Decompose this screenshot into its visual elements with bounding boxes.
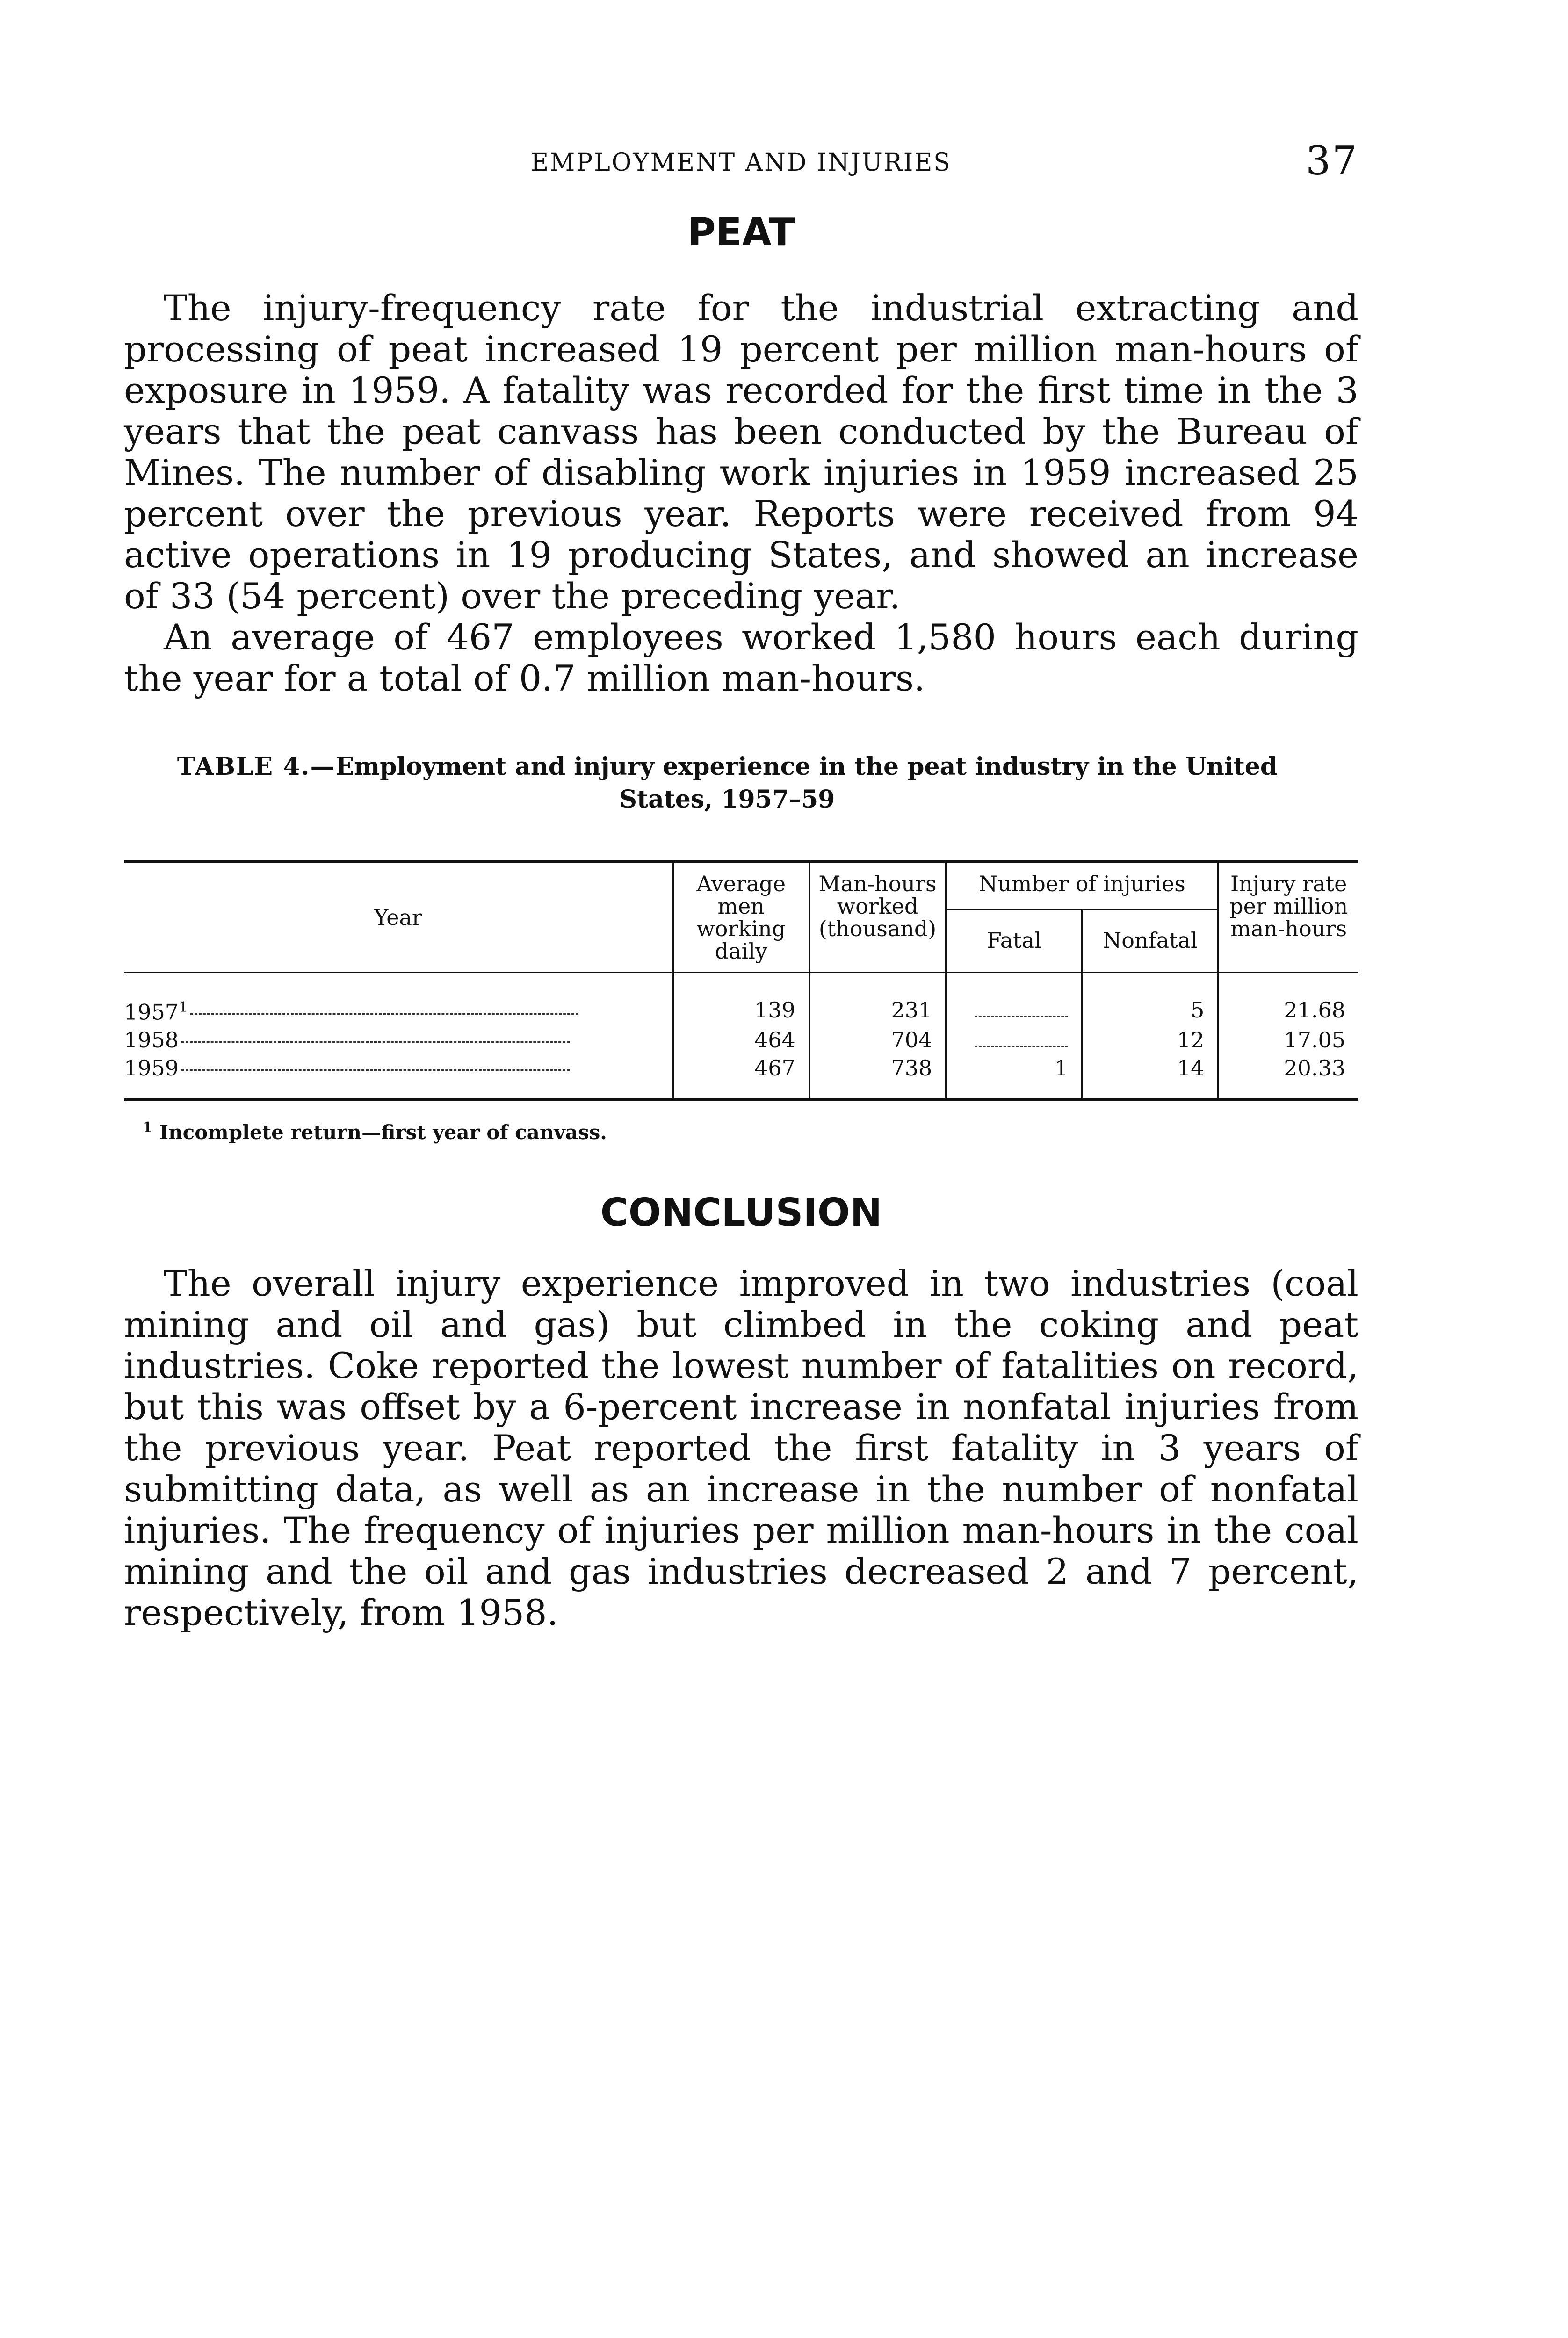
peat-paragraph-1: The injury-frequency rate for the industrial extracting and processing of peat increased 19 percent per million man-hours of exposure in 1959. A fatality was recorded for the first time in the 3 years that the peat canvass has been conducted by the Bureau of Mines. The number of disabling work injuries in 1959 increased 25 percent over the previous year. Reports were received from 94 active operations in 19 producing States, and showed an increase of 33 (54 percent) over the preceding year. [124,287,1358,617]
running-header [124,136,1358,187]
cell-nonfatal: 5 [1082,973,1218,1026]
dot-leader [181,1069,570,1071]
section-heading-peat: PEAT [687,210,795,255]
running-title: EMPLOYMENT AND INJURIES [531,149,952,177]
cell-average-men: 467 [673,1054,809,1099]
column-header-number-of-injuries: Number of injuries [946,862,1218,909]
year-value: 1959 [124,1055,179,1081]
section-heading-conclusion: CONCLUSION [600,1191,882,1235]
footnote-reference: 1 [179,999,188,1016]
page-number: 37 [1306,138,1358,184]
table-caption-label: TABLE 4.— [177,752,336,781]
cell-fatal [946,1026,1082,1054]
peat-injury-table [124,860,1358,1101]
column-header-fatal: Fatal [946,909,1082,972]
footnote-mark: 1 [143,1119,152,1136]
cell-man-hours: 738 [809,1054,946,1099]
cell-man-hours: 704 [809,1026,946,1054]
document-page [124,136,1358,1633]
column-header-injury-rate: Injury rate per million man-hours [1218,862,1358,973]
cell-injury-rate: 20.33 [1218,1054,1358,1099]
table-row [124,1026,1358,1054]
table-caption-text: Employment and injury experience in the peat industry in the United States, 1957–59 [335,752,1278,814]
cell-fatal: 1 [946,1054,1082,1099]
cell-fatal [946,973,1082,1026]
empty-dash [975,1016,1068,1017]
column-header-man-hours: Man-hours worked (thousand) [809,862,946,973]
year-value: 1957 [124,999,179,1025]
table-caption [152,750,1302,816]
cell-injury-rate: 17.05 [1218,1026,1358,1054]
cell-man-hours: 231 [809,973,946,1026]
empty-dash [975,1046,1068,1047]
row-year [124,1054,673,1099]
peat-paragraph-2: An average of 467 employees worked 1,580 hours each during the year for a total of 0.7 million man-hours. [124,616,1358,699]
dot-leader [190,1013,578,1015]
cell-average-men: 464 [673,1026,809,1054]
cell-nonfatal: 14 [1082,1054,1218,1099]
table-row [124,973,1358,1026]
column-header-nonfatal: Nonfatal [1082,909,1218,972]
table-footnote [143,1119,1358,1144]
column-header-year: Year [124,862,673,973]
cell-injury-rate: 21.68 [1218,973,1358,1026]
column-header-average-men: Average men working daily [673,862,809,973]
footnote-text: Incomplete return—first year of canvass. [159,1121,607,1144]
cell-nonfatal: 12 [1082,1026,1218,1054]
conclusion-paragraph: The overall injury experience improved in two industries (coal mining and oil and gas) but climbed in the coking and peat industries. Coke reported the lowest number of fatalities on record, but this was offset by a 6-percent increase in nonfatal injuries from the previous year. Peat reported the first fatality in 3 years of submitting data, as well as an increase in the number of nonfatal injuries. The frequency of injuries per million man-hours in the coal mining and the oil and gas industries decreased 2 and 7 percent, respectively, from 1958. [124,1263,1358,1634]
row-year [124,973,673,1026]
cell-average-men: 139 [673,973,809,1026]
dot-leader [181,1041,570,1043]
year-value: 1958 [124,1027,179,1053]
row-year [124,1026,673,1054]
table-row [124,1054,1358,1099]
